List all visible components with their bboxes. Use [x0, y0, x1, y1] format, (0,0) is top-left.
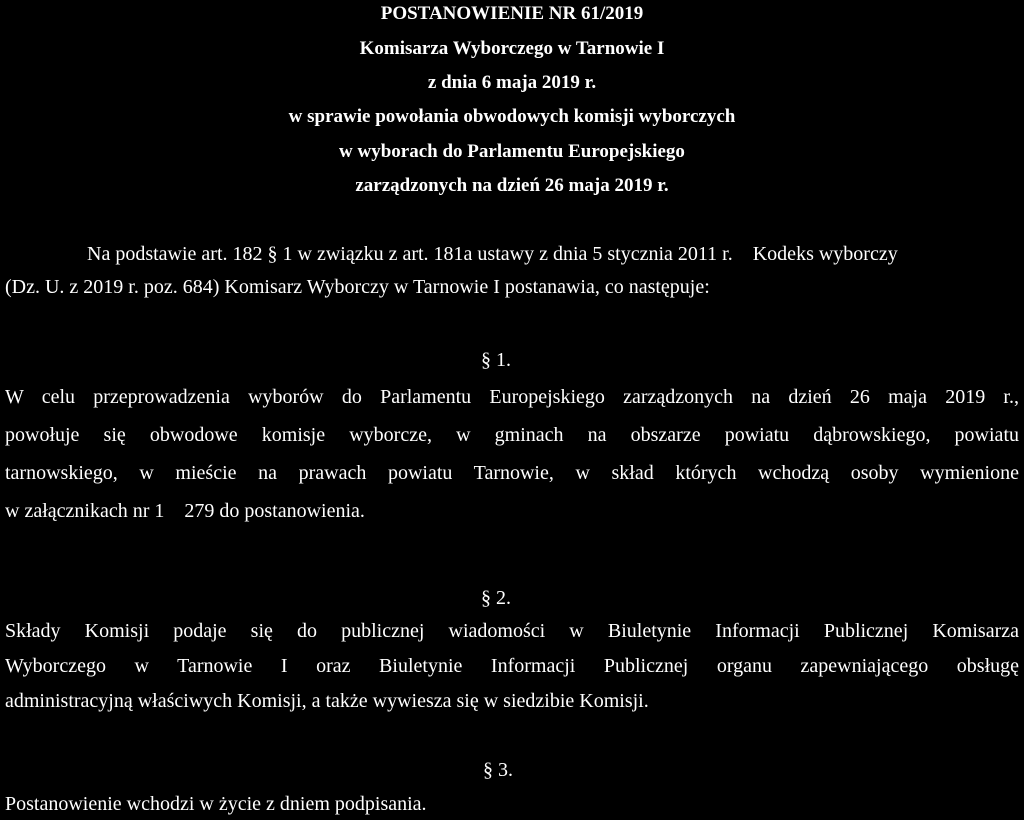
decree-date: z dnia 6 maja 2019 r. — [427, 72, 597, 93]
section-2-line: Składy Komisji podaje się do publicznej wiadomości w Biuletynie Informacji Publicznej Komisarza — [5, 620, 1019, 642]
subject-line-3: zarządzonych na dzień 26 maja 2019 r. — [355, 175, 669, 196]
section-2-line: administracyjną właściwych Komisji, a także wywiesza się w siedzibie Komisji. — [5, 690, 649, 712]
subject-line-1: w sprawie powołania obwodowych komisji wyborczych — [288, 106, 736, 127]
section-1-line: tarnowskiego, w mieście na prawach powiatu Tarnowie, w skład których wchodzą osoby wymienione — [5, 462, 1019, 484]
decree-title: POSTANOWIENIE NR 61/2019 — [380, 3, 644, 24]
section-1-heading: § 1. — [481, 349, 511, 371]
section-2-heading: § 2. — [481, 587, 511, 609]
preamble-line-2: (Dz. U. z 2019 r. poz. 684) Komisarz Wyborczy w Tarnowie I postanawia, co następuje: — [5, 276, 710, 298]
subject-line-2: w wyborach do Parlamentu Europejskiego — [339, 141, 685, 162]
preamble-line-1: Na podstawie art. 182 § 1 w związku z art. 181a ustawy z dnia 5 stycznia 2011 r. Kodeks wyborczy — [87, 243, 898, 265]
section-1-line: powołuje się obwodowe komisje wyborcze, w gminach na obszarze powiatu dąbrowskiego, powiatu — [5, 424, 1019, 446]
section-1-line: W celu przeprowadzenia wyborów do Parlamentu Europejskiego zarządzonych na dzień 26 maja 2019 r., — [5, 386, 1019, 408]
issuer: Komisarza Wyborczego w Tarnowie I — [359, 38, 665, 59]
section-3-heading: § 3. — [483, 759, 513, 781]
section-1-line: w załącznikach nr 1 279 do postanowienia. — [5, 500, 365, 522]
section-2-line: Wyborczego w Tarnowie I oraz Biuletynie Informacji Publicznej organu zapewniającego obsługę — [5, 655, 1019, 677]
section-3-line: Postanowienie wchodzi w życie z dniem podpisania. — [5, 793, 427, 815]
